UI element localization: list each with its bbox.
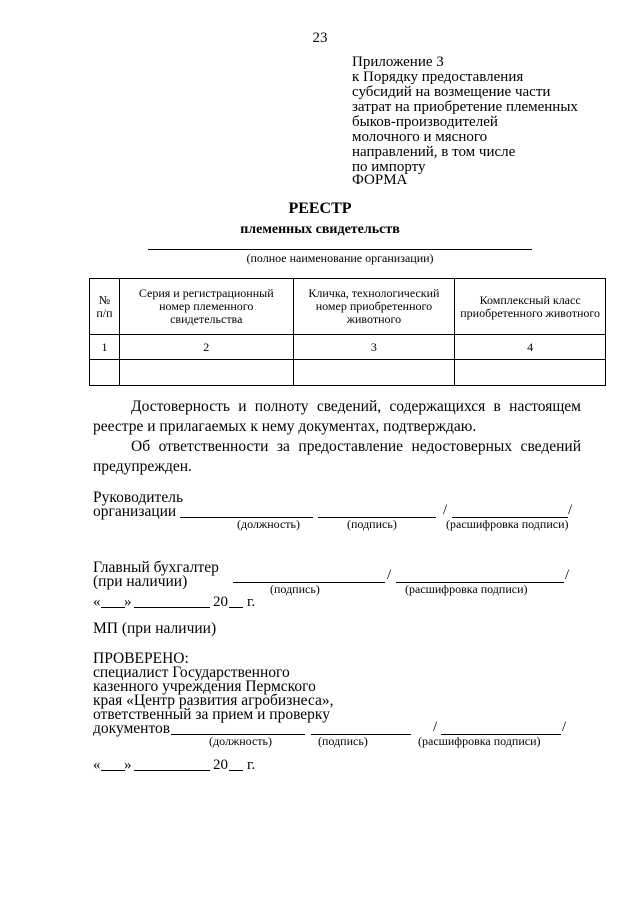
column-number: 3 [293,335,455,360]
appendix-line: затрат на приобретение племенных [352,99,578,115]
date-year-suffix: г. [247,757,256,773]
accountant-label-line2: (при наличии) [93,573,188,590]
date-day-field[interactable] [101,607,125,608]
table-column-number-row [90,335,606,360]
document-title: РЕЕСТР [288,200,352,217]
header-class: Комплексный класс приобретенного животного [455,279,606,335]
date-close-quote: » [124,757,132,773]
head-label-line2: организации [93,503,177,520]
separator-slash: / [562,719,567,735]
document-subtitle: племенных свидетельств [240,222,400,237]
caption-signature: (подпись) [318,734,368,748]
checked-label: ПРОВЕРЕНО: [93,650,189,667]
checked-line: ответственный за прием и проверку [93,706,330,723]
head-label-line1: Руководитель [93,489,184,506]
table-cell[interactable] [119,360,293,386]
date-year-field[interactable] [229,770,243,771]
date-year-field[interactable] [229,607,243,608]
date-open-quote: « [93,757,101,773]
column-number: 1 [90,335,120,360]
caption-position: (должность) [209,734,272,748]
checked-line: документов [93,720,171,737]
caption-signature: (подпись) [347,517,397,531]
organization-caption: (полное наименование организации) [246,251,434,265]
registry-table [89,278,606,386]
appendix-line: по импорту [352,159,426,175]
table-row [90,360,606,386]
caption-signature: (подпись) [270,582,320,596]
table-cell[interactable] [293,360,455,386]
date-month-field[interactable] [134,607,210,608]
date-month-field[interactable] [134,770,210,771]
page-number: 23 [312,30,328,46]
caption-decoding: (расшифровка подписи) [446,517,569,531]
statement-accuracy: Достоверность и полноту сведений, содержащихся в настоящем реестре и прилагаемых к нему документах, подтверждаю. [93,398,581,435]
appendix-note [352,55,578,175]
stamp-label: МП (при наличии) [93,620,217,637]
statements [93,397,581,477]
column-number: 2 [119,335,293,360]
checked-line: казенного учреждения Пермского [93,678,316,695]
caption-decoding: (расшифровка подписи) [418,734,541,748]
header-animal-name: Кличка, технологический номер приобретенного животного [293,279,455,335]
appendix-line: молочного и мясного [352,129,488,145]
separator-slash: / [568,502,573,518]
table-header-row [90,279,606,335]
date-year-suffix: г. [247,594,256,610]
date-open-quote: « [93,594,101,610]
table-cell[interactable] [90,360,120,386]
separator-slash: / [433,719,438,735]
header-certificate: Серия и регистрационный номер племенного свидетельства [119,279,293,335]
column-number: 4 [455,335,606,360]
statement-responsibility: Об ответственности за предоставление недостоверных сведений предупрежден. [93,438,581,475]
checked-line: специалист Государственного [93,664,290,681]
caption-decoding: (расшифровка подписи) [405,582,528,596]
checked-line: края «Центр развития агробизнеса», [93,692,334,709]
date-year-prefix: 20 [213,594,228,610]
date-year-prefix: 20 [213,757,228,773]
appendix-line: быков-производителей [352,114,498,130]
date-close-quote: » [124,594,132,610]
header-number: № п/п [90,279,120,335]
appendix-line: субсидий на возмещение части [352,84,551,100]
appendix-line: к Порядку предоставления [352,69,524,85]
appendix-line: направлений, в том числе [352,144,516,160]
date-day-field[interactable] [101,770,125,771]
caption-position: (должность) [237,517,300,531]
form-label: ФОРМА [352,172,408,188]
separator-slash: / [443,502,448,518]
accountant-label-line1: Главный бухгалтер [93,559,219,576]
table-cell[interactable] [455,360,606,386]
separator-slash: / [565,567,570,583]
separator-slash: / [387,567,392,583]
organization-name-line[interactable] [148,249,532,250]
appendix-line: Приложение 3 [352,54,444,70]
